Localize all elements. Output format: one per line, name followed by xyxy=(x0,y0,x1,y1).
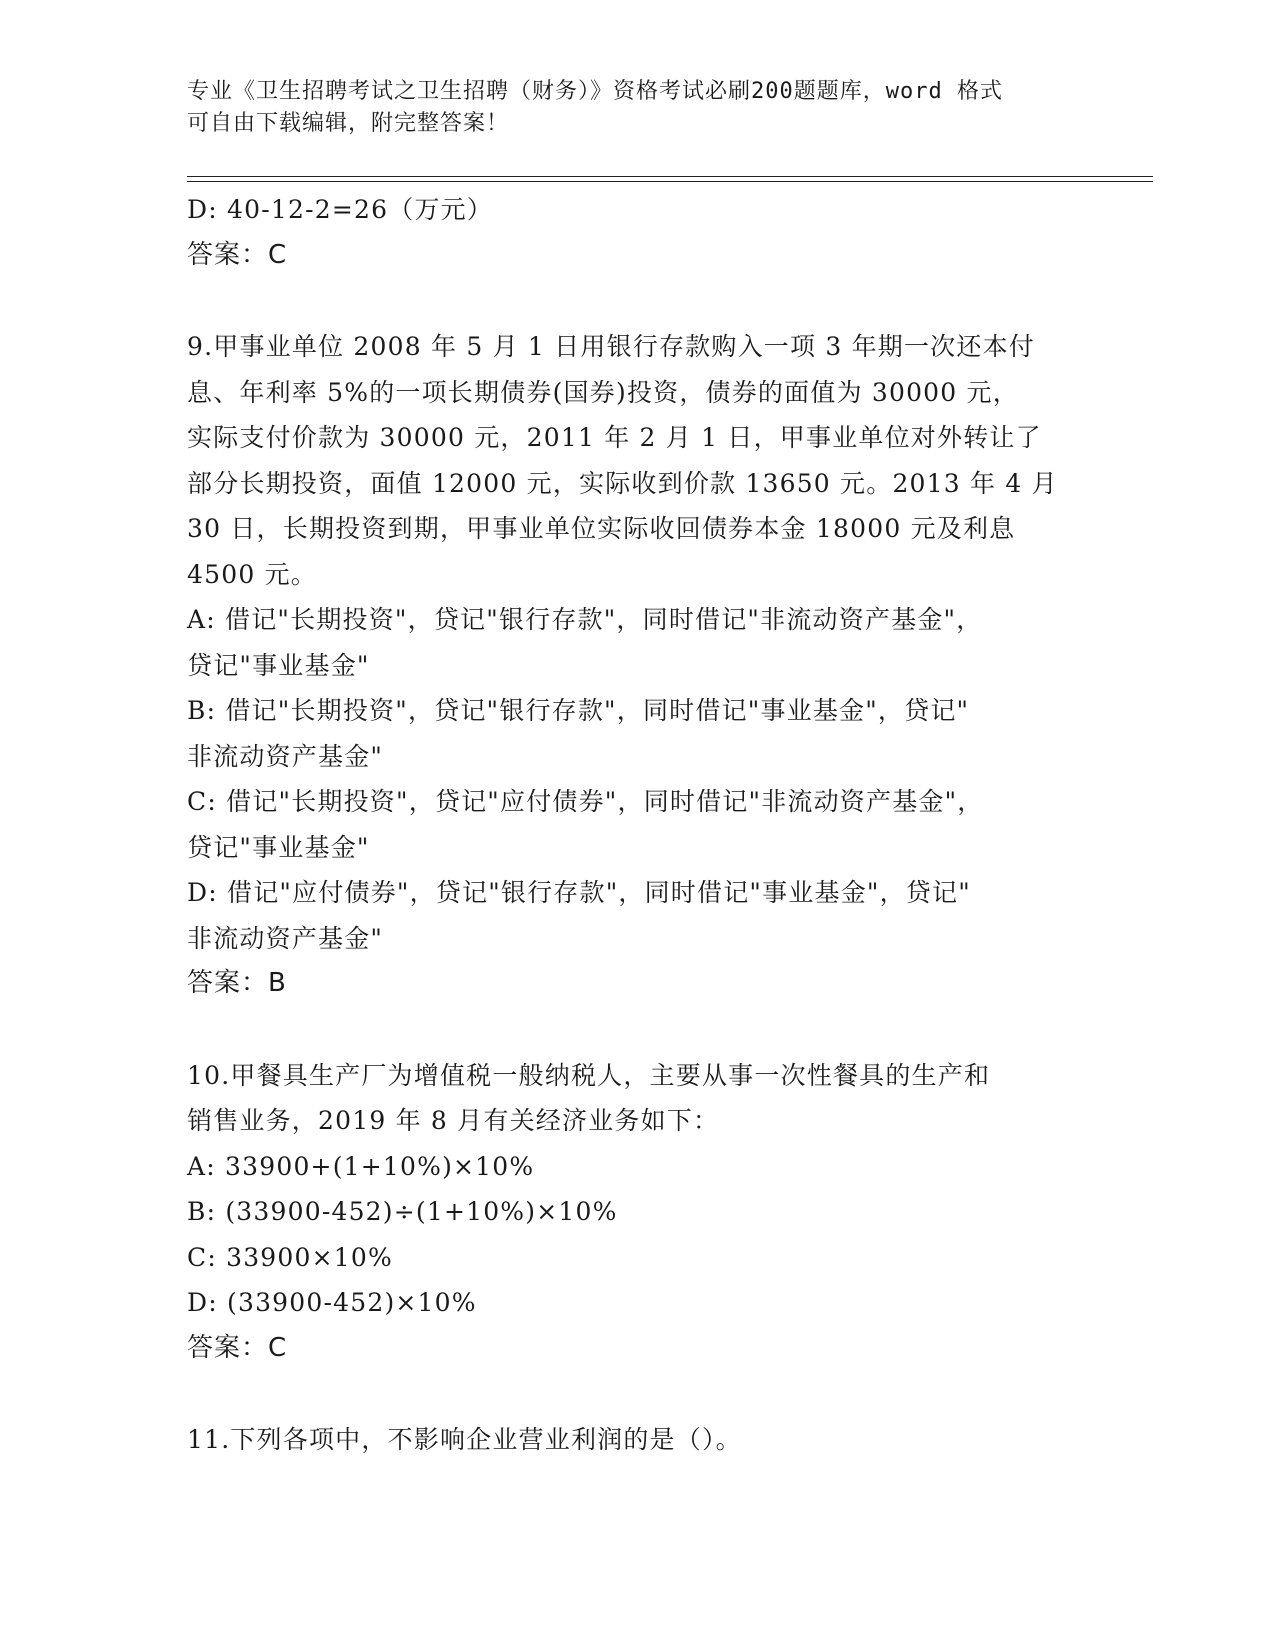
q10-answer: 答案：C xyxy=(187,1332,288,1363)
q9-stem-line: 实际支付价款为 30000 元，2011 年 2 月 1 日，甲事业单位对外转让了 xyxy=(187,423,1042,452)
prev-option-d: D: 40-12-2=26（万元） xyxy=(187,195,493,224)
q9-stem-line: 部分长期投资，面值 12000 元，实际收到价款 13650 元。2013 年 4 月 xyxy=(187,468,1058,498)
question-content xyxy=(187,187,1087,1463)
q9-option-d-cont: 非流动资产基金" xyxy=(187,923,384,953)
header-divider-top xyxy=(187,176,1153,177)
q9-option-c-cont: 贷记"事业基金" xyxy=(187,832,370,862)
q10-stem-line: 销售业务，2019 年 8 月有关经济业务如下： xyxy=(187,1106,720,1135)
header-divider-bottom xyxy=(187,181,1153,182)
prev-answer: 答案：C xyxy=(187,239,288,270)
spacer xyxy=(187,1007,1087,1053)
q9-stem-line: 9.甲事业单位 2008 年 5 月 1 日用银行存款购入一项 3 年期一次还本付 xyxy=(187,332,1035,361)
q10-option-c: C: 33900×10% xyxy=(187,1242,393,1272)
q9-stem-line: 4500 元。 xyxy=(187,559,317,589)
q9-stem-line: 息、年利率 5%的一项长期债券(国券)投资，债券的面值为 30000 元， xyxy=(187,377,1019,407)
q10-stem-line: 10.甲餐具生产厂为增值税一般纳税人，主要从事一次性餐具的生产和 xyxy=(187,1060,991,1090)
question-10 xyxy=(187,1053,1087,1372)
q9-answer: 答案：B xyxy=(187,968,287,998)
q9-option-d: D: 借记"应付债券"，贷记"银行存款"，同时借记"事业基金"，贷记" xyxy=(187,878,971,907)
q9-stem-line: 30 日，长期投资到期，甲事业单位实际收回债券本金 18000 元及利息 xyxy=(187,514,1016,543)
q9-option-a: A: 借记"长期投资"，贷记"银行存款"，同时借记"非流动资产基金"， xyxy=(187,605,983,634)
q9-option-c: C: 借记"长期投资"，贷记"应付债券"，同时借记"非流动资产基金"， xyxy=(187,787,984,816)
q10-option-a: A: 33900+(1+10%)×10% xyxy=(187,1151,535,1181)
q9-option-b-cont: 非流动资产基金" xyxy=(187,741,384,771)
q11-stem: 11.下列各项中，不影响企业营业利润的是（）。 xyxy=(187,1425,742,1454)
q9-option-b: B: 借记"长期投资"，贷记"银行存款"，同时借记"事业基金"，贷记" xyxy=(187,696,970,725)
q10-option-b: B: (33900-452)÷(1+10%)×10% xyxy=(187,1197,618,1226)
spacer xyxy=(187,1371,1087,1417)
q9-option-a-cont: 贷记"事业基金" xyxy=(187,650,370,680)
question-9 xyxy=(187,324,1087,1007)
page-header xyxy=(187,76,1067,140)
q10-option-d: D: (33900-452)×10% xyxy=(187,1288,477,1317)
question-11 xyxy=(187,1417,1087,1463)
header-title-line-2: 可自由下载编辑，附完整答案！ xyxy=(187,111,510,136)
spacer xyxy=(187,278,1087,324)
header-title-line-1: 专业《卫生招聘考试之卫生招聘（财务）》资格考试必刷200题题库，word 格式 xyxy=(187,79,1003,104)
